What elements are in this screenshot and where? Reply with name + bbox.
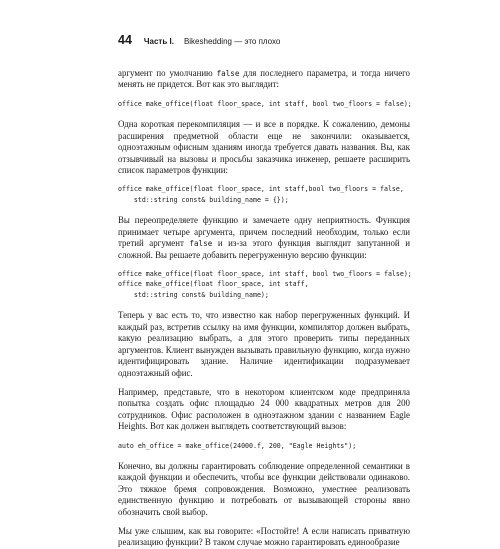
paragraph-3-text-a: Вы переопределяете функцию и замечаете одну неприятность. Функция принимает четыре аргумента, причем последний необходим, только если третий аргумент [118, 215, 410, 249]
paragraph-4: Теперь у вас есть то, что известно как набор перегруженных функций. И каждый раз, встретив ссылку на имя функции, компилятор должен выбрать, какую реализацию выбрать, а для этого проверить типы переданных аргументов. Клиент вынужден вызывать правильную функцию, когда нужно идентифицировать здание. Наличие идентификации подразумевает одноэтажный офис. [118, 310, 410, 378]
paragraph-6: Конечно, вы должны гарантировать соблюдение определенной семантики в каждой функции и обеспечить, чтобы все функции действовали одинаково. Это тяжкое бремя сопровождения. Возможно, уместнее реализовать единственную функцию и потребовать от вызывающей стороны явно обозначить свой выбор. [118, 461, 410, 517]
paragraph-1-text-b: для последнего параметра, и тогда ничего менять не придется. Вот как это выглядит: [118, 68, 410, 90]
running-header [118, 33, 410, 55]
code-block-3: office make_office(float floor_space, int staff, bool two_floors = false); office make_office(float floor_space, int staff, std::string const& building_name); [118, 269, 412, 299]
code-block-2: office make_office(float floor_space, int staff,bool two_floors = false, std::string const& building_name = {}); [118, 185, 404, 204]
paragraph-1 [118, 68, 410, 91]
code-block-1: office make_office(float floor_space, int staff, bool two_floors = false); [118, 99, 412, 108]
header-part-label: Часть I. [143, 37, 174, 46]
page-number: 44 [118, 33, 132, 47]
paragraph-2: Одна короткая перекомпиляция — и все в порядке. К сожалению, демоны расширения предметной области еще не закончили: оказывается, одноэтажным офисным зданиям иногда требуется давать названия. Вы, как отзывчивый на вызовы и просьбы заказчика инженер, решаете расширить список параметров функции: [118, 119, 410, 175]
paragraph-3-text-b: и из-за этого функция выглядит запутанной и сложной. Вы решаете добавить перегруженную версию функции: [118, 238, 410, 260]
paragraph-3 [118, 215, 410, 261]
header-chapter-title: Bikeshedding — это плохо [183, 37, 281, 46]
inline-code-false: false [216, 69, 240, 78]
inline-code-false-2: false [189, 239, 213, 249]
paragraph-7: Мы уже слышим, как вы говорите: «Постойте! А если написать приватную реализацию функции? В таком случае можно гарантировать единообразие [118, 526, 410, 548]
paragraph-1-text-a: аргумент по умолчанию [118, 68, 217, 78]
paragraph-5: Например, представьте, что в некотором клиентском коде предприняла попытка создать офис площадью 24 000 квадратных метров для 200 сотрудников. Офис расположен в одноэтажном здании с названием Eagle Heights. Вот как должен выглядеть соответствующий вызов: [118, 386, 410, 432]
code-block-4: auto eh_office = make_office(24000.f, 200, "Eagle Heights"); [118, 441, 357, 450]
